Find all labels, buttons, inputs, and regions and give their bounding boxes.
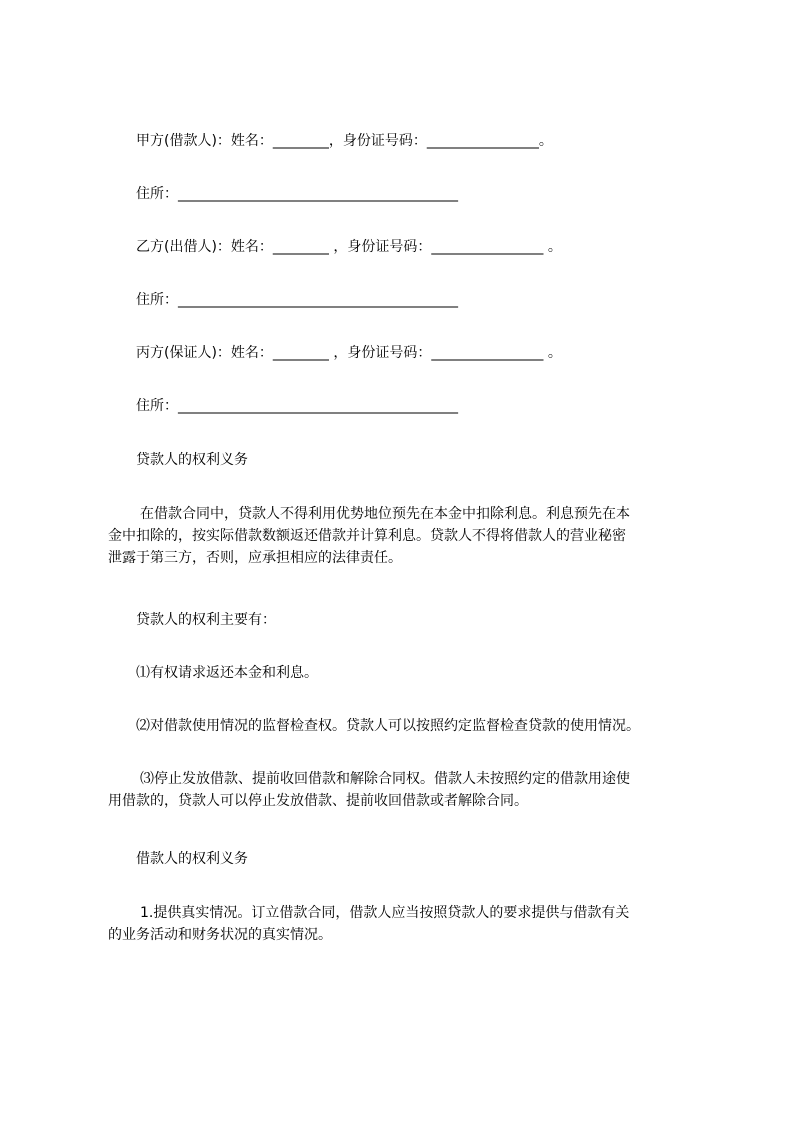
party-b-address-line: 住所：________________________________________ xyxy=(136,292,458,308)
party-c-address-line: 住所：________________________________________ xyxy=(136,398,458,414)
borrower-section-heading: 借款人的权利义务 xyxy=(136,851,248,867)
party-a-line: 甲方(借款人)：姓名：________，身份证号码：________________。 xyxy=(136,133,553,149)
lender-right-1: ⑴有权请求返还本金和利息。 xyxy=(136,665,318,681)
lender-right-2: ⑵对借款使用情况的监督检查权。贷款人可以按照约定监督检查贷款的使用情况。 xyxy=(136,718,640,734)
paragraph-line: ⑶停止发放借款、提前收回借款和解除合同权。借款人未按照约定的借款用途使 xyxy=(140,771,630,787)
lender-right-3 xyxy=(108,768,708,812)
paragraph-line: 金中扣除的，按实际借款数额返还借款并计算利息。贷款人不得将借款人的营业秘密 xyxy=(108,528,626,544)
paragraph-line: 泄露于第三方，否则，应承担相应的法律责任。 xyxy=(108,550,402,566)
party-a-address-line: 住所：________________________________________ xyxy=(136,186,458,202)
lender-section-heading: 贷款人的权利义务 xyxy=(136,452,248,468)
party-b-line: 乙方(出借人)：姓名：________ ，身份证号码：________________ 。 xyxy=(136,239,562,255)
paragraph-line: 1.提供真实情况。订立借款合同，借款人应当按照贷款人的要求提供与借款有关 xyxy=(140,905,630,921)
lender-obligation-paragraph xyxy=(108,503,708,569)
paragraph-line: 的业务活动和财务状况的真实情况。 xyxy=(108,927,332,943)
party-c-line: 丙方(保证人)：姓名：________ ，身份证号码：________________ 。 xyxy=(136,345,562,361)
borrower-item-1 xyxy=(108,902,708,946)
paragraph-line: 在借款合同中，贷款人不得利用优势地位预先在本金中扣除利息。利息预先在本 xyxy=(140,506,630,522)
paragraph-line: 用借款的，贷款人可以停止发放借款、提前收回借款或者解除合同。 xyxy=(108,793,528,809)
lender-rights-intro: 贷款人的权利主要有： xyxy=(136,612,276,628)
